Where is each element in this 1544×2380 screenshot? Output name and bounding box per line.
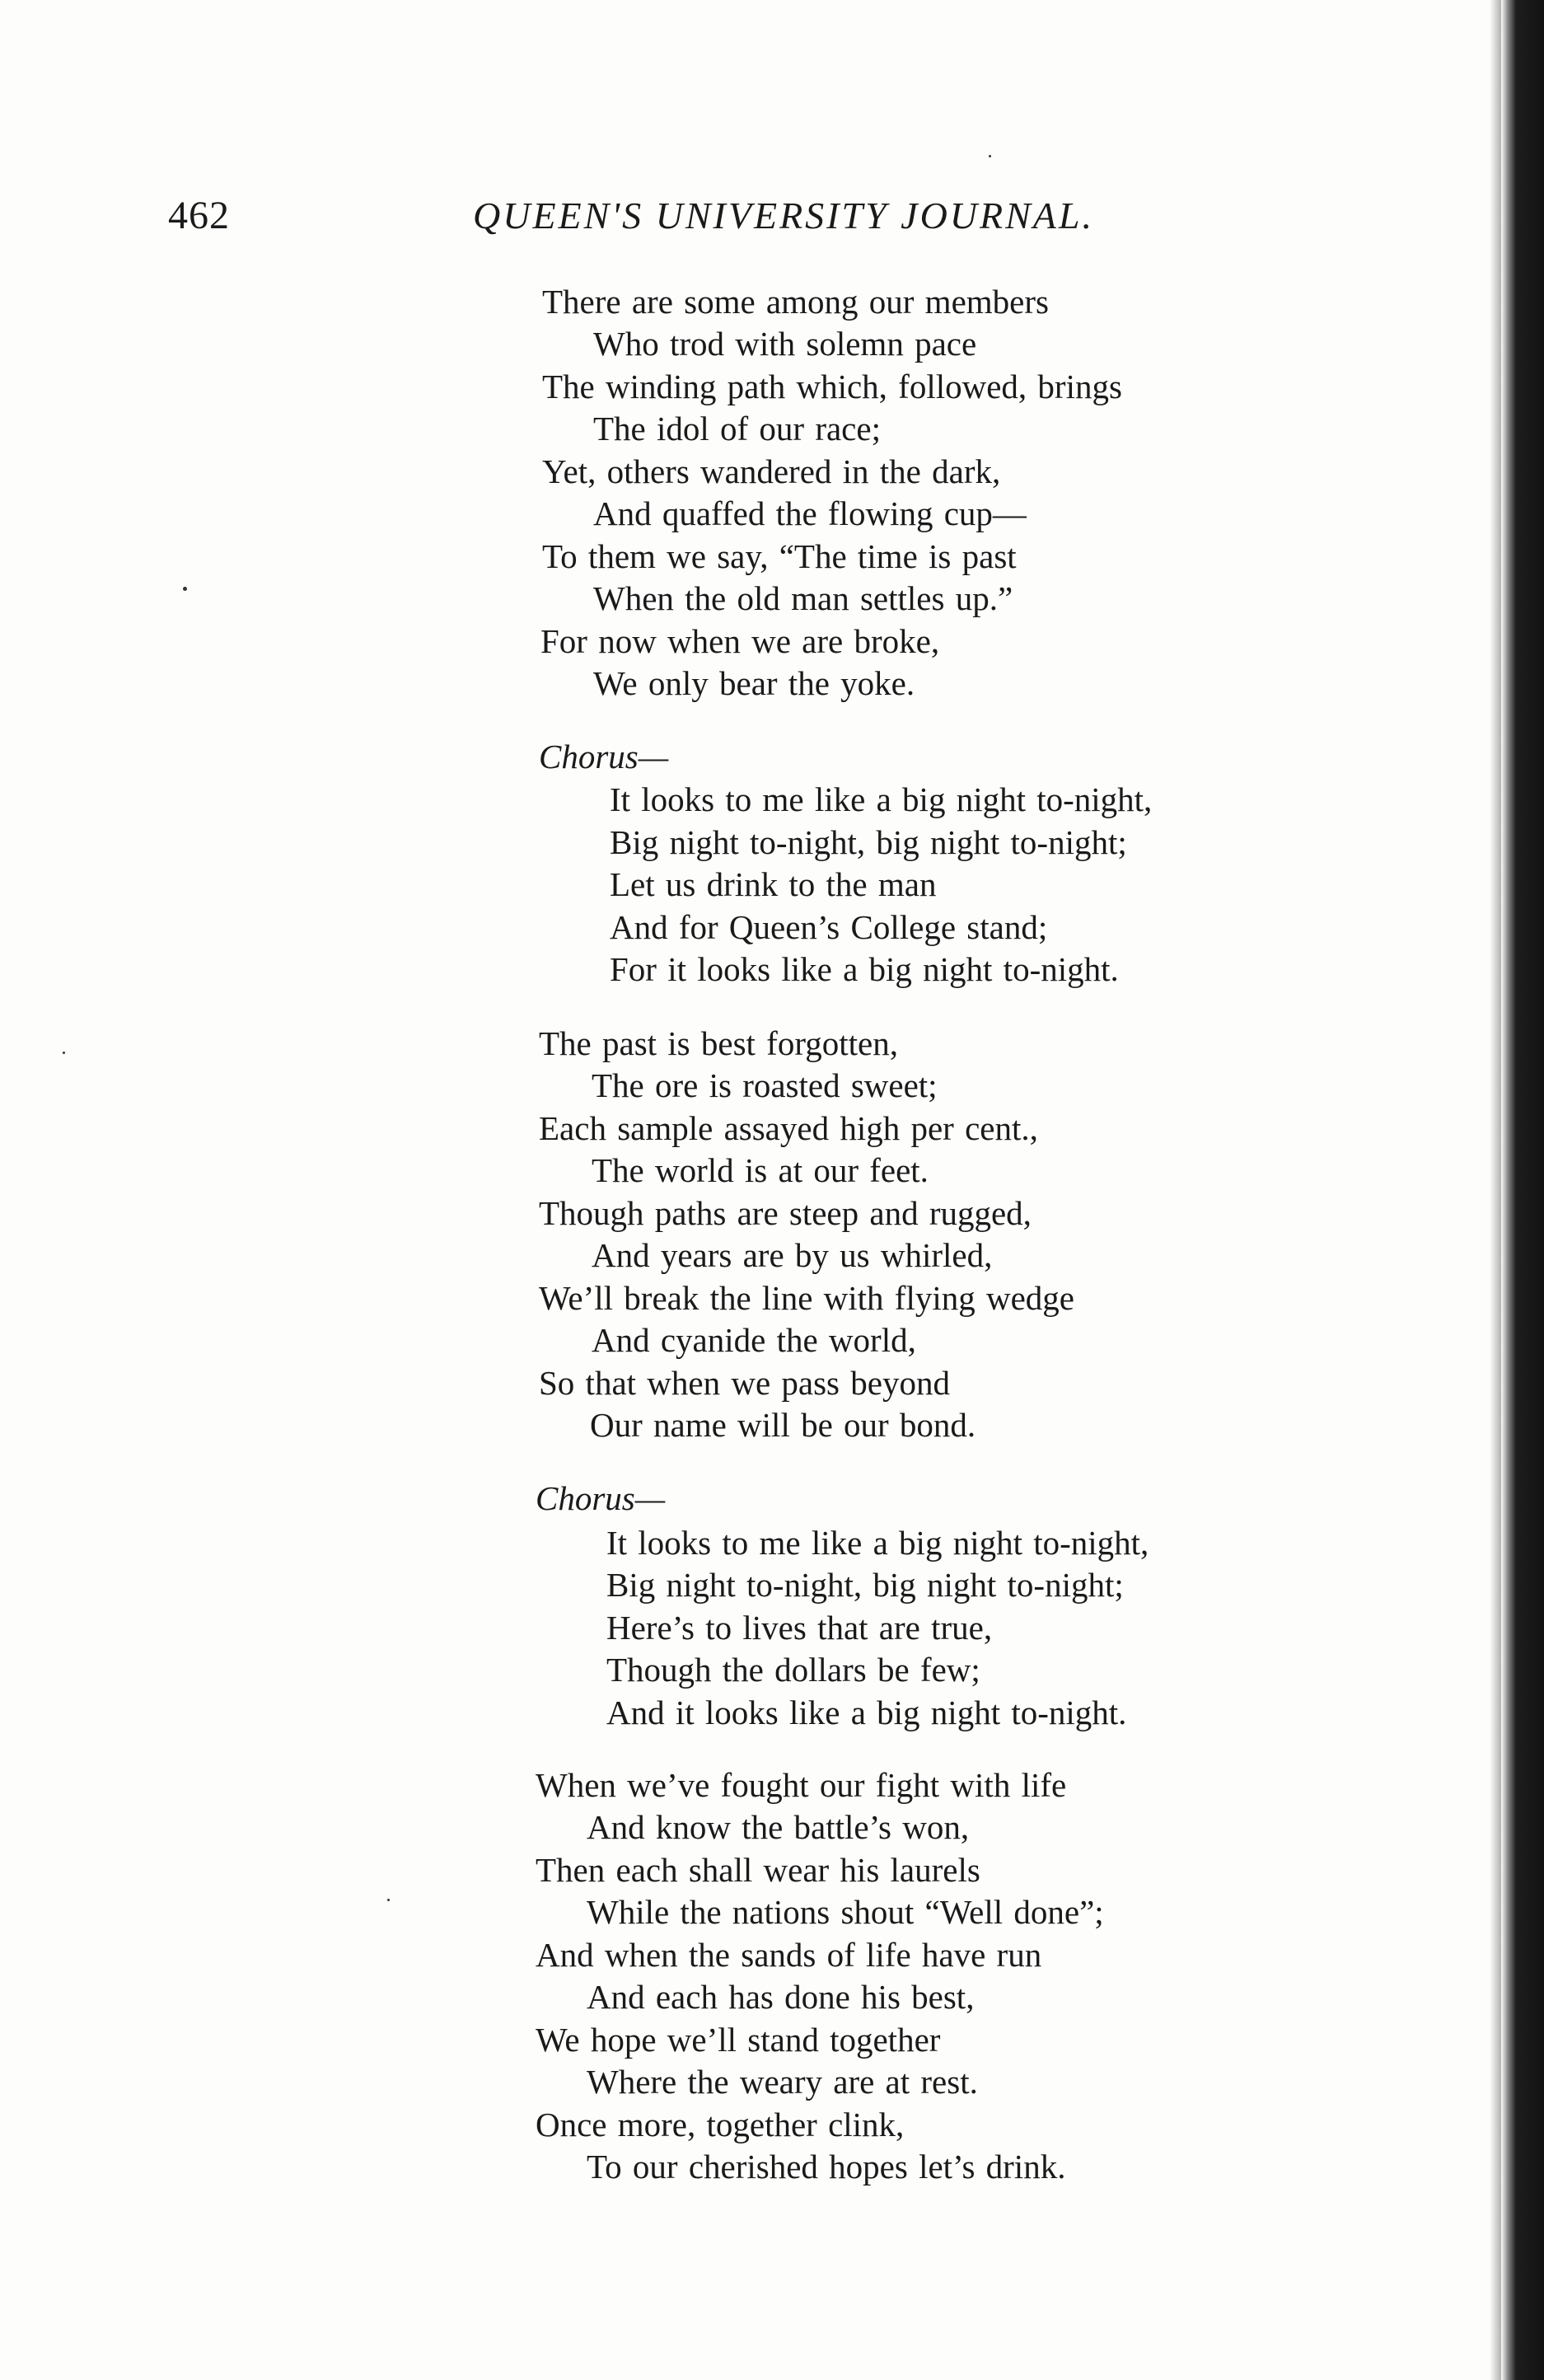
poem-line: And quaffed the flowing cup— (593, 494, 1027, 532)
chorus-label: Chorus— (539, 738, 669, 775)
binding-shadow (1490, 0, 1501, 2380)
poem-line: For now when we are broke, (540, 622, 940, 660)
poem-line: We only bear the yoke. (593, 664, 915, 702)
poem-line: The ore is roasted sweet; (592, 1066, 938, 1104)
poem-line: The world is at our feet. (592, 1151, 929, 1189)
poem-line: Then each shall wear his laurels (536, 1851, 980, 1889)
poem-line: To our cherished hopes let’s drink. (587, 2148, 1066, 2186)
running-head: QUEEN'S UNIVERSITY JOURNAL. (473, 194, 1094, 237)
poem-line: When the old man settles up.” (593, 579, 1013, 617)
poem-line: And years are by us whirled, (592, 1236, 993, 1274)
poem-line: And when the sands of life have run (536, 1936, 1042, 1974)
poem-line: Who trod with solemn pace (593, 325, 977, 363)
scan-speck (183, 587, 187, 591)
poem-line: While the nations shout “Well done”; (587, 1893, 1104, 1931)
poem-line: Our name will be our bond. (590, 1406, 976, 1444)
poem-line: The idol of our race; (593, 410, 881, 447)
poem-line: And know the battle’s won, (587, 1808, 970, 1846)
poem-line: Big night to-night, big night to-night; (606, 1566, 1124, 1604)
poem-line: We’ll break the line with flying wedge (539, 1279, 1074, 1317)
poem-line: The past is best forgotten, (539, 1024, 898, 1062)
poem-line: Each sample assayed high per cent., (539, 1109, 1038, 1147)
poem-line: It looks to me like a big night to-night, (606, 1524, 1149, 1562)
poem-line: And for Queen’s College stand; (610, 908, 1048, 946)
poem-line: And it looks like a big night to-night. (606, 1694, 1127, 1731)
poem-line: Yet, others wandered in the dark, (542, 452, 1001, 490)
poem-line: When we’ve fought our fight with life (536, 1766, 1067, 1804)
poem-line: We hope we’ll stand together (536, 2021, 941, 2059)
scan-speck (387, 1899, 390, 1901)
poem-line: To them we say, “The time is past (542, 537, 1017, 575)
page-number: 462 (168, 194, 230, 237)
poem-line: It looks to me like a big night to-night, (610, 780, 1153, 818)
scan-speck (63, 1052, 65, 1054)
poem-line: For it looks like a big night to-night. (610, 950, 1119, 988)
poem-line: There are some among our members (542, 283, 1049, 321)
poem-line: Though the dollars be few; (606, 1651, 980, 1689)
chorus-label: Chorus— (536, 1479, 666, 1517)
poem-line: Here’s to lives that are true, (606, 1609, 993, 1647)
poem-line: Big night to-night, big night to-night; (610, 823, 1127, 861)
poem-line: Once more, together clink, (536, 2106, 905, 2143)
poem-line: Let us drink to the man (610, 865, 937, 903)
poem-line: And each has done his best, (587, 1978, 975, 2016)
poem-line: Though paths are steep and rugged, (539, 1194, 1032, 1232)
binding-edge (1501, 0, 1544, 2380)
poem-line: The winding path which, followed, brings (542, 368, 1122, 405)
scan-speck (989, 155, 991, 157)
poem-line: And cyanide the world, (592, 1321, 916, 1359)
poem-line: So that when we pass beyond (539, 1364, 950, 1402)
poem-line: Where the weary are at rest. (587, 2063, 978, 2101)
